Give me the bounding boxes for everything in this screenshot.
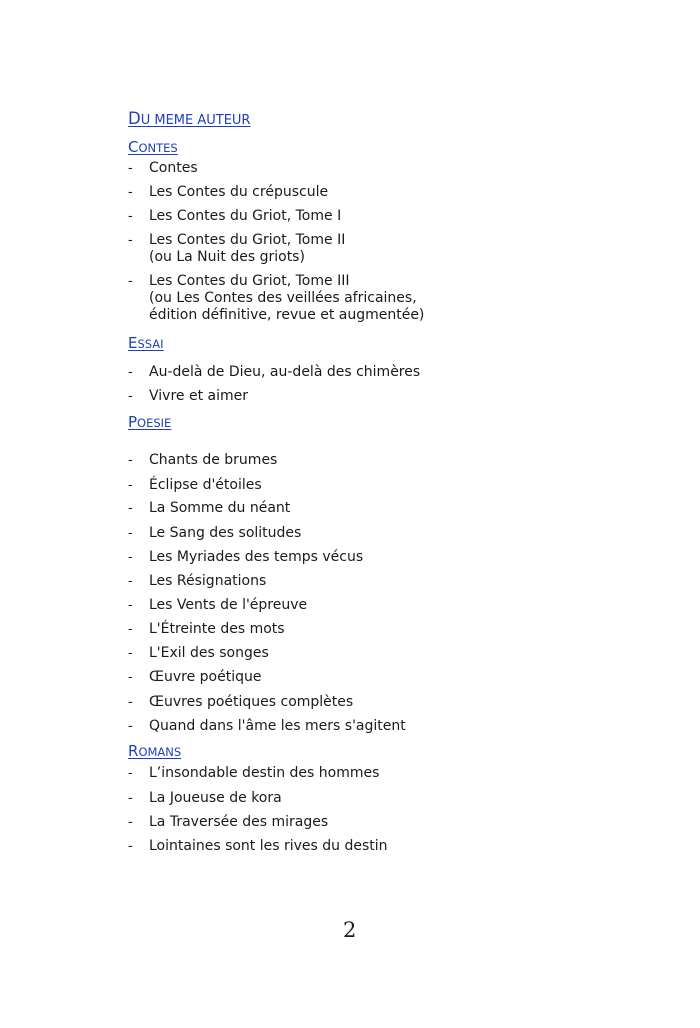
- section-heading-contes: [128, 137, 178, 156]
- list-item-line: L'Exil des songes: [149, 645, 269, 661]
- list-item-title: [149, 814, 328, 831]
- list-dash: -: [128, 598, 133, 613]
- section-heading-poesie: [128, 412, 171, 431]
- list-item-line: L’insondable destin des hommes: [149, 765, 380, 781]
- list-item-title: [149, 232, 345, 266]
- list-dash: -: [128, 209, 133, 224]
- list-dash: -: [128, 550, 133, 565]
- section-heading-essai: [128, 333, 164, 352]
- list-dash: -: [128, 695, 133, 710]
- list-item-line: La Somme du néant: [149, 500, 291, 516]
- list-item-title: [149, 364, 420, 381]
- page-number: 2: [343, 918, 357, 942]
- list-item-title: [149, 160, 198, 177]
- list-item-title: [149, 500, 290, 517]
- list-dash: -: [128, 453, 133, 468]
- list-item-line: Les Vents de l'épreuve: [149, 597, 308, 613]
- list-item-line: L'Étreinte des mots: [149, 621, 285, 637]
- section-heading-initial: E: [128, 334, 138, 352]
- list-item-line: La Traversée des mirages: [149, 814, 329, 830]
- list-item-line: Œuvres poétiques complètes: [149, 694, 354, 710]
- list-dash: -: [128, 233, 133, 248]
- list-item-line: Au-delà de Dieu, au-delà des chimères: [149, 364, 421, 380]
- section-heading-rest: ONTES: [138, 141, 178, 155]
- list-item-title: [149, 525, 301, 542]
- list-item-line: Les Résignations: [149, 573, 267, 589]
- list-item-line: Les Contes du Griot, Tome I: [149, 208, 342, 224]
- list-item-line: Les Contes du Griot, Tome III: [149, 273, 350, 289]
- page-title: [128, 109, 250, 128]
- list-dash: -: [128, 365, 133, 380]
- section-heading-initial: R: [128, 742, 139, 760]
- section-heading-rest: OESIE: [137, 416, 172, 430]
- list-dash: -: [128, 501, 133, 516]
- list-dash: -: [128, 839, 133, 854]
- list-item-line: Œuvre poétique: [149, 669, 262, 685]
- list-item-line: édition définitive, revue et augmentée): [149, 307, 425, 323]
- list-item-title: [149, 790, 282, 807]
- list-item-title: [149, 597, 307, 614]
- list-item-title: [149, 273, 424, 324]
- list-item-title: [149, 208, 341, 225]
- list-item-title: [149, 184, 328, 201]
- list-dash: -: [128, 389, 133, 404]
- list-item-title: [149, 621, 285, 638]
- list-item-line: (ou La Nuit des griots): [149, 249, 305, 265]
- list-dash: -: [128, 670, 133, 685]
- section-heading-initial: P: [128, 413, 138, 431]
- list-item-title: [149, 573, 266, 590]
- list-item-title: [149, 838, 388, 855]
- list-dash: -: [128, 646, 133, 661]
- list-item-title: [149, 452, 277, 469]
- list-item-line: Éclipse d'étoiles: [149, 477, 262, 493]
- list-item-title: [149, 388, 248, 405]
- list-dash: -: [128, 719, 133, 734]
- list-item-line: Lointaines sont les rives du destin: [149, 838, 388, 854]
- list-item-title: [149, 645, 269, 662]
- list-item-title: [149, 718, 406, 735]
- list-item-line: Contes: [149, 160, 198, 176]
- page-title-initial: D: [128, 109, 141, 128]
- list-dash: -: [128, 185, 133, 200]
- list-item-title: [149, 669, 261, 686]
- list-item-line: Les Myriades des temps vécus: [149, 549, 364, 565]
- section-heading-initial: C: [128, 138, 139, 156]
- section-heading-rest: OMANS: [138, 745, 182, 759]
- list-dash: -: [128, 766, 133, 781]
- list-item-line: (ou Les Contes des veillées africaines,: [149, 290, 417, 306]
- list-item-title: [149, 549, 363, 566]
- list-dash: -: [128, 815, 133, 830]
- list-item-line: Quand dans l'âme les mers s'agitent: [149, 718, 406, 734]
- list-item-line: Le Sang des solitudes: [149, 525, 302, 541]
- section-heading-rest: SSAI: [137, 337, 164, 351]
- list-dash: -: [128, 574, 133, 589]
- list-dash: -: [128, 791, 133, 806]
- list-dash: -: [128, 478, 133, 493]
- page-title-rest: U MEME AUTEUR: [140, 113, 251, 128]
- list-item-line: Vivre et aimer: [149, 388, 248, 404]
- list-item-line: Les Contes du crépuscule: [149, 184, 329, 200]
- list-dash: -: [128, 622, 133, 637]
- list-item-line: Les Contes du Griot, Tome II: [149, 232, 346, 248]
- list-item-title: [149, 765, 379, 782]
- list-item-title: [149, 694, 353, 711]
- list-item-line: La Joueuse de kora: [149, 790, 282, 806]
- list-dash: -: [128, 274, 133, 289]
- list-item-line: Chants de brumes: [149, 452, 278, 468]
- list-item-title: [149, 477, 262, 494]
- list-dash: -: [128, 526, 133, 541]
- section-heading-romans: [128, 741, 181, 760]
- list-dash: -: [128, 161, 133, 176]
